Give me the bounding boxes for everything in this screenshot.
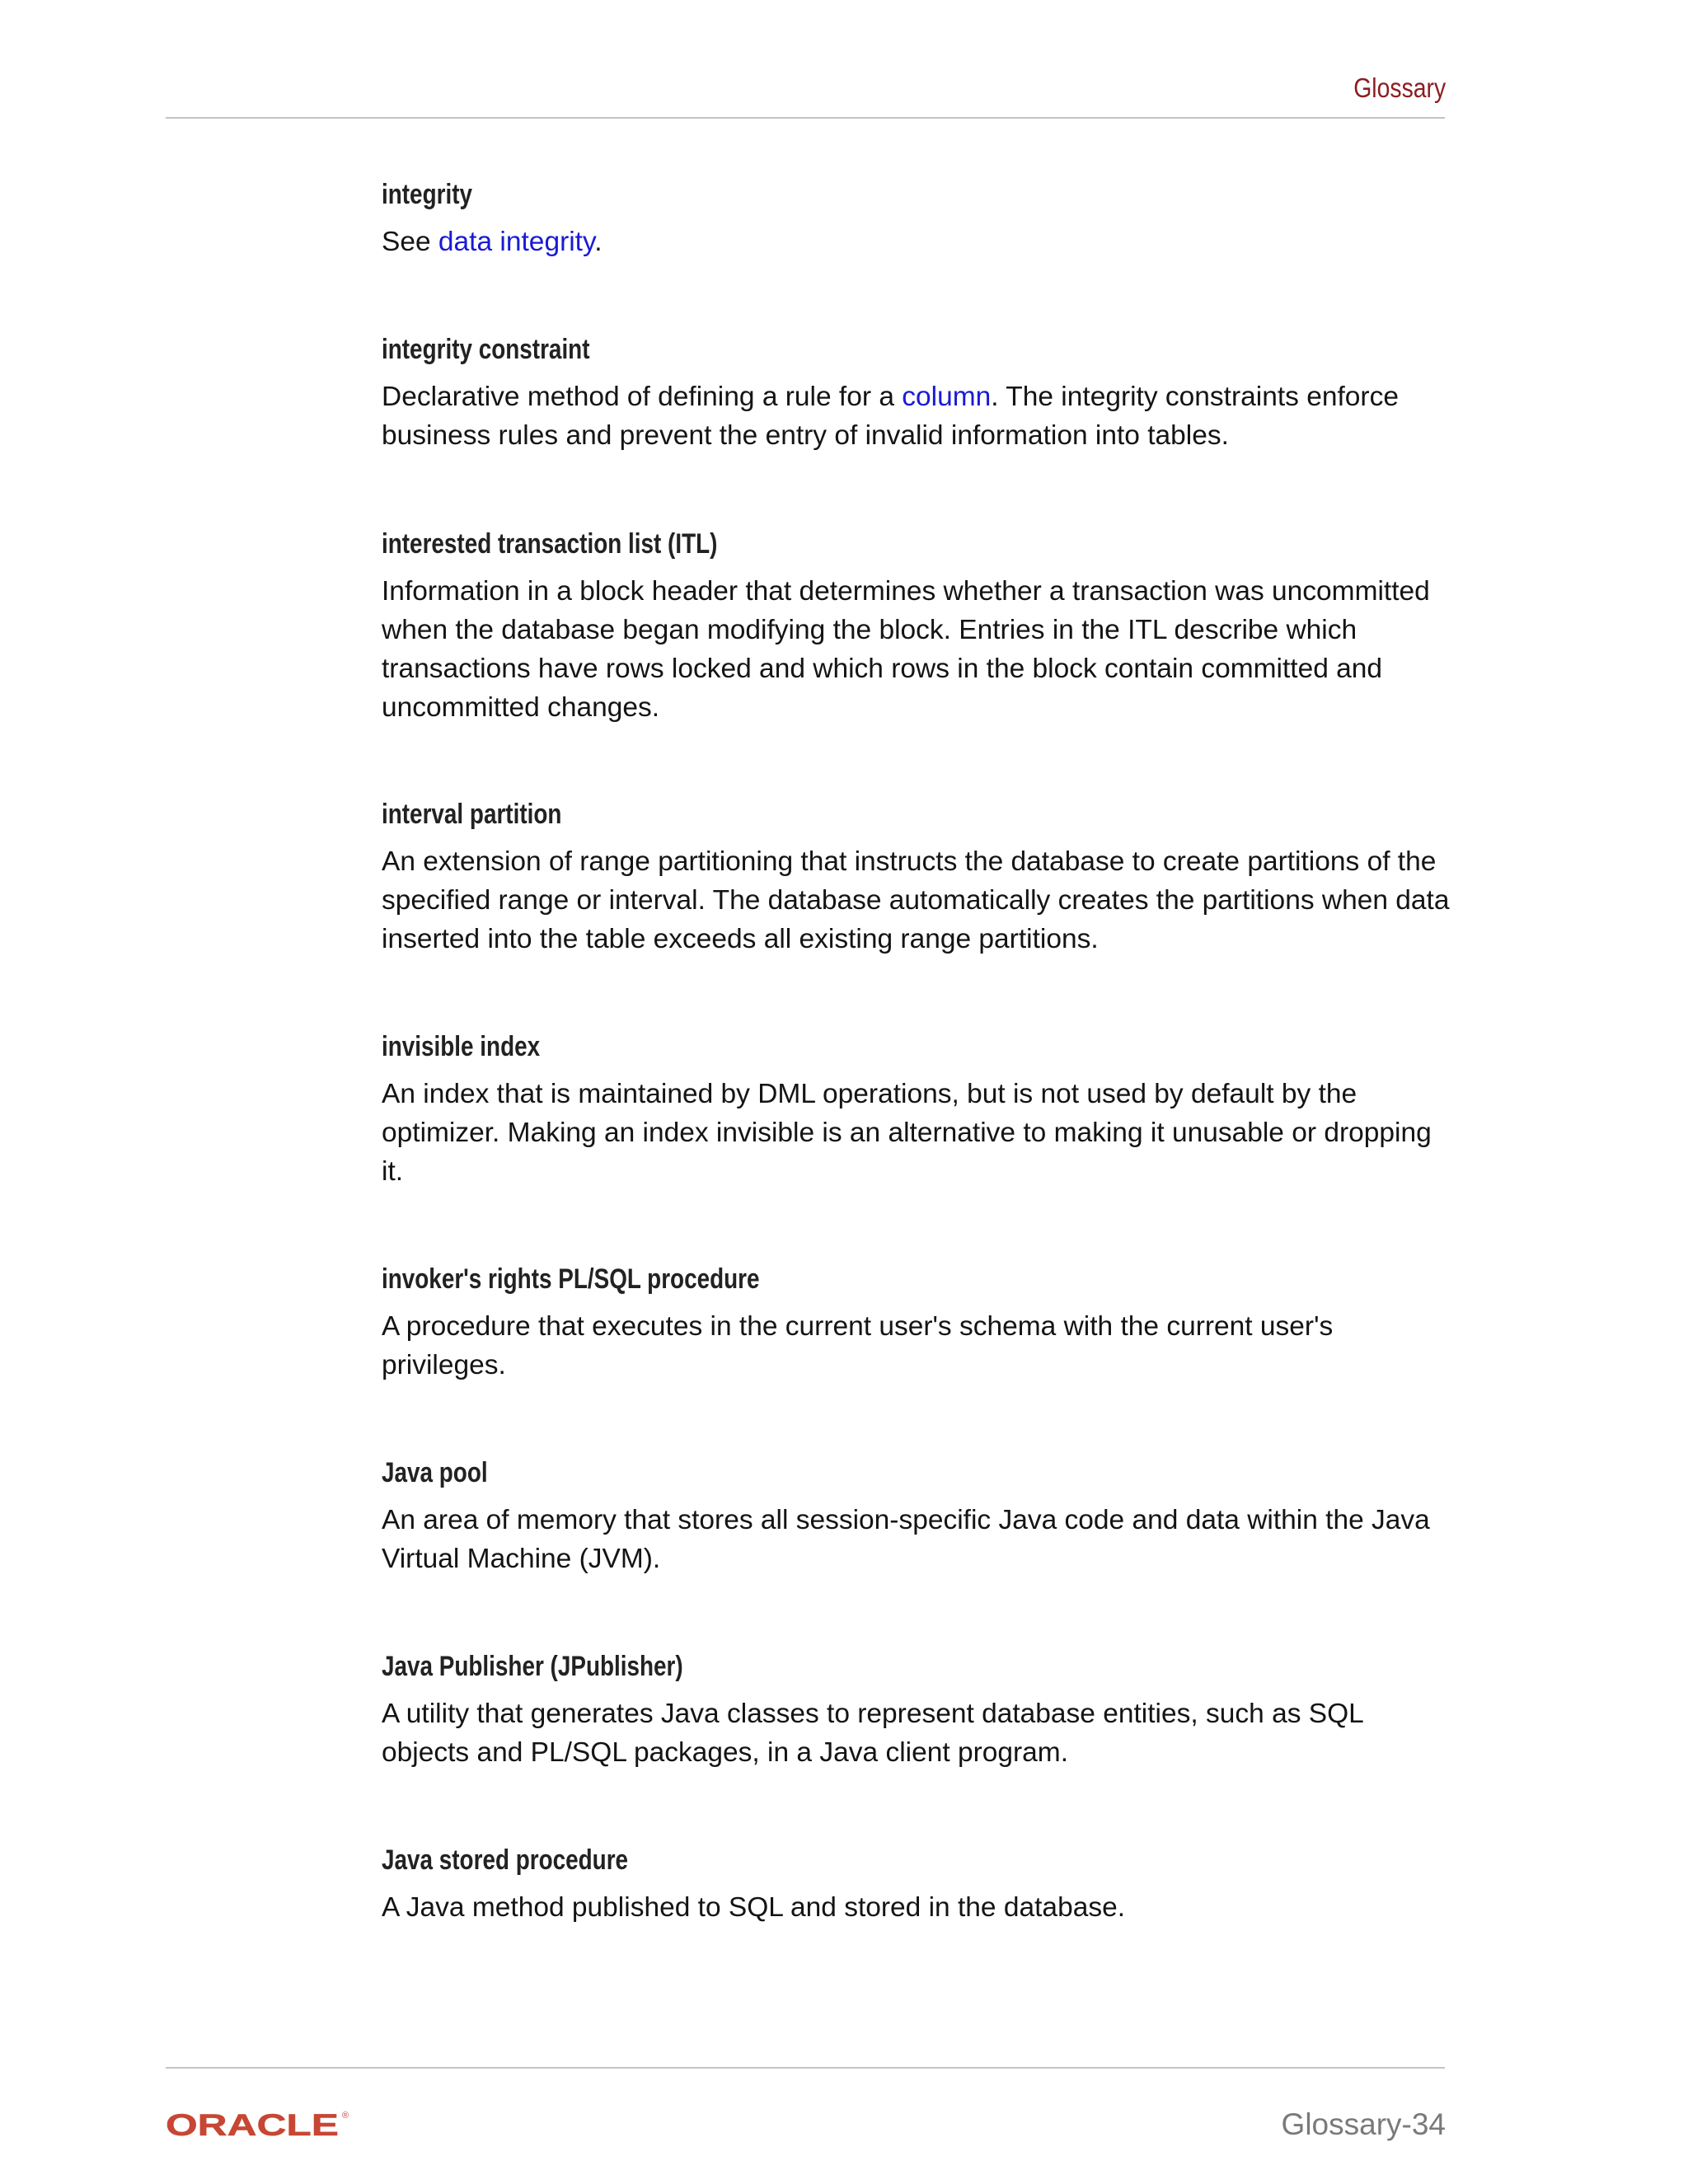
glossary-definition — [382, 223, 1453, 261]
link-column[interactable]: column — [902, 382, 992, 412]
registered-mark: ® — [342, 2111, 349, 2121]
glossary-definition: An index that is maintained by DML operations, but is not used by default by the optimizer. Making an index invisible is an alternative to making it unusable or dropping it. — [382, 1079, 1432, 1187]
glossary-term: invisible index — [382, 1031, 541, 1062]
link-data-integrity[interactable]: data integrity — [438, 227, 595, 257]
glossary-definition — [382, 377, 1453, 455]
glossary-entry-java-publisher — [382, 1650, 1453, 1772]
footer-divider — [166, 2067, 1445, 2069]
glossary-entry-interested-transaction-list — [382, 527, 1453, 727]
oracle-logo — [166, 2108, 350, 2141]
glossary-definition: A utility that generates Java classes to represent database entities, such as SQL objects and PL/SQL packages, in a Java client program. — [382, 1699, 1363, 1768]
glossary-entry-integrity-constraint — [382, 333, 1453, 455]
glossary-definition: An extension of range partitioning that instructs the database to create partitions of the specified range or interval. The database automatically creates the partitions when data inserted into the table exceeds all existing range partitions. — [382, 846, 1450, 954]
definition-text: . — [594, 227, 603, 257]
header-divider — [166, 117, 1445, 119]
definition-text: Declarative method of defining a rule for a — [382, 382, 903, 412]
glossary-definition: An area of memory that stores all session-specific Java code and data within the Java Virtual Machine (JVM). — [382, 1505, 1430, 1574]
glossary-term: Java pool — [382, 1457, 488, 1488]
glossary-entry-integrity — [382, 178, 1453, 261]
glossary-definition: Information in a block header that determines whether a transaction was uncommitted when the database began modifying the block. Entries in the ITL describe which transactions have rows locked and which rows in the block contain committed and uncommitted changes. — [382, 576, 1430, 723]
glossary-term: interval partition — [382, 799, 562, 830]
glossary-term: integrity — [382, 179, 472, 210]
glossary-entry-java-pool — [382, 1456, 1453, 1578]
glossary-term: Java stored procedure — [382, 1844, 629, 1876]
definition-text: . The integrity constraints enforce business rules and prevent the entry of invalid information into tables. — [382, 382, 1399, 451]
glossary-entry-invisible-index — [382, 1030, 1453, 1191]
glossary-entry-interval-partition — [382, 798, 1453, 958]
glossary-term: Java Publisher (JPublisher) — [382, 1651, 683, 1682]
glossary-term: integrity constraint — [382, 334, 590, 365]
running-header-section-label: Glossary — [1353, 73, 1446, 103]
glossary-entry-invokers-rights-procedure — [382, 1263, 1453, 1385]
glossary-definition: A procedure that executes in the current user's schema with the current user's privileges. — [382, 1311, 1334, 1380]
glossary-definition: A Java method published to SQL and stored in the database. — [382, 1892, 1126, 1923]
glossary-term: invoker's rights PL/SQL procedure — [382, 1263, 760, 1295]
definition-text: See — [382, 227, 438, 257]
glossary-term: interested transaction list (ITL) — [382, 528, 718, 560]
page-number: Glossary-34 — [1281, 2107, 1446, 2141]
oracle-logo-text: ORACLE — [166, 2108, 339, 2141]
glossary-entry-java-stored-procedure — [382, 1844, 1453, 1927]
